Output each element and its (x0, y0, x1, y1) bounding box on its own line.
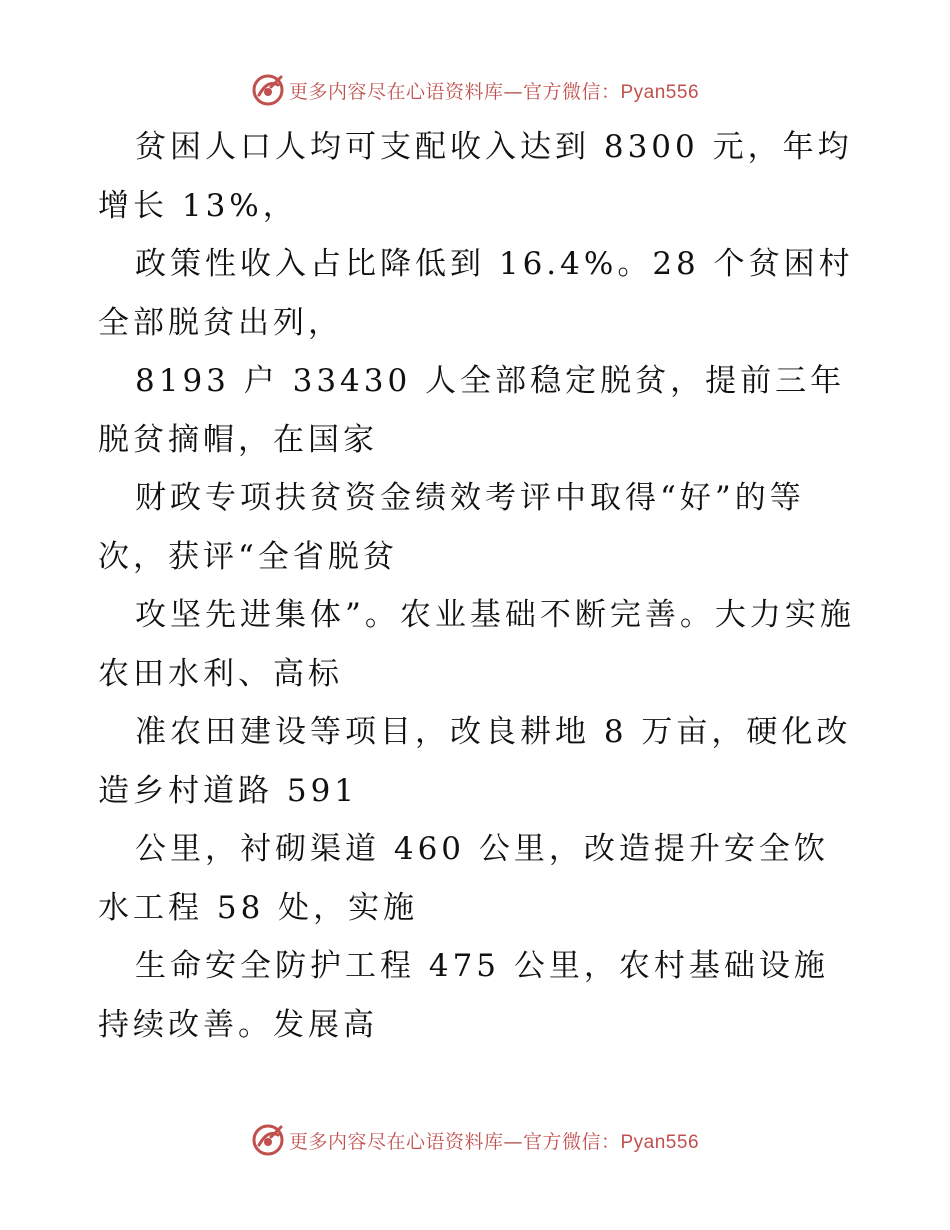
header-wechat-label: 官方微信： (522, 80, 621, 103)
footer-site-text: 更多内容尽在心语资料库 (288, 1130, 504, 1153)
header-banner (0, 70, 950, 110)
footer-wechat-label: 官方微信： (522, 1130, 621, 1153)
footer-wechat-id: Pyan556 (620, 1131, 700, 1153)
footer-dash: — (503, 1130, 523, 1153)
paragraph: 8193 户 33430 人全部稳定脱贫，提前三年脱贫摘帽，在国家 (98, 363, 846, 458)
paragraph: 准农田建设等项目，改良耕地 8 万亩，硬化改造乡村道路 591 (98, 714, 852, 809)
paragraph: 财政专项扶贫资金绩效考评中取得“好”的等次，获评“全省脱贫 (98, 480, 805, 575)
header-site-text: 更多内容尽在心语资料库 (288, 80, 504, 103)
paragraph: 贫困人口人均可支配收入达到 8300 元，年均增长 13%， (98, 129, 853, 224)
paragraph: 攻坚先进集体”。农业基础不断完善。大力实施农田水利、高标 (98, 597, 855, 692)
header-text (289, 77, 699, 104)
footer-text (289, 1127, 699, 1154)
document-body (98, 118, 858, 1054)
header-wechat-id: Pyan556 (620, 81, 700, 103)
header-dash: — (503, 80, 523, 103)
paragraph: 政策性收入占比降低到 16.4%。28 个贫困村全部脱贫出列， (98, 246, 854, 341)
logo-icon (251, 73, 285, 107)
paragraph: 生命安全防护工程 475 公里，农村基础设施持续改善。发展高 (98, 948, 829, 1043)
logo-icon (251, 1123, 285, 1157)
footer-banner (0, 1120, 950, 1160)
paragraph: 公里，衬砌渠道 460 公里，改造提升安全饮水工程 58 处，实施 (98, 831, 829, 926)
